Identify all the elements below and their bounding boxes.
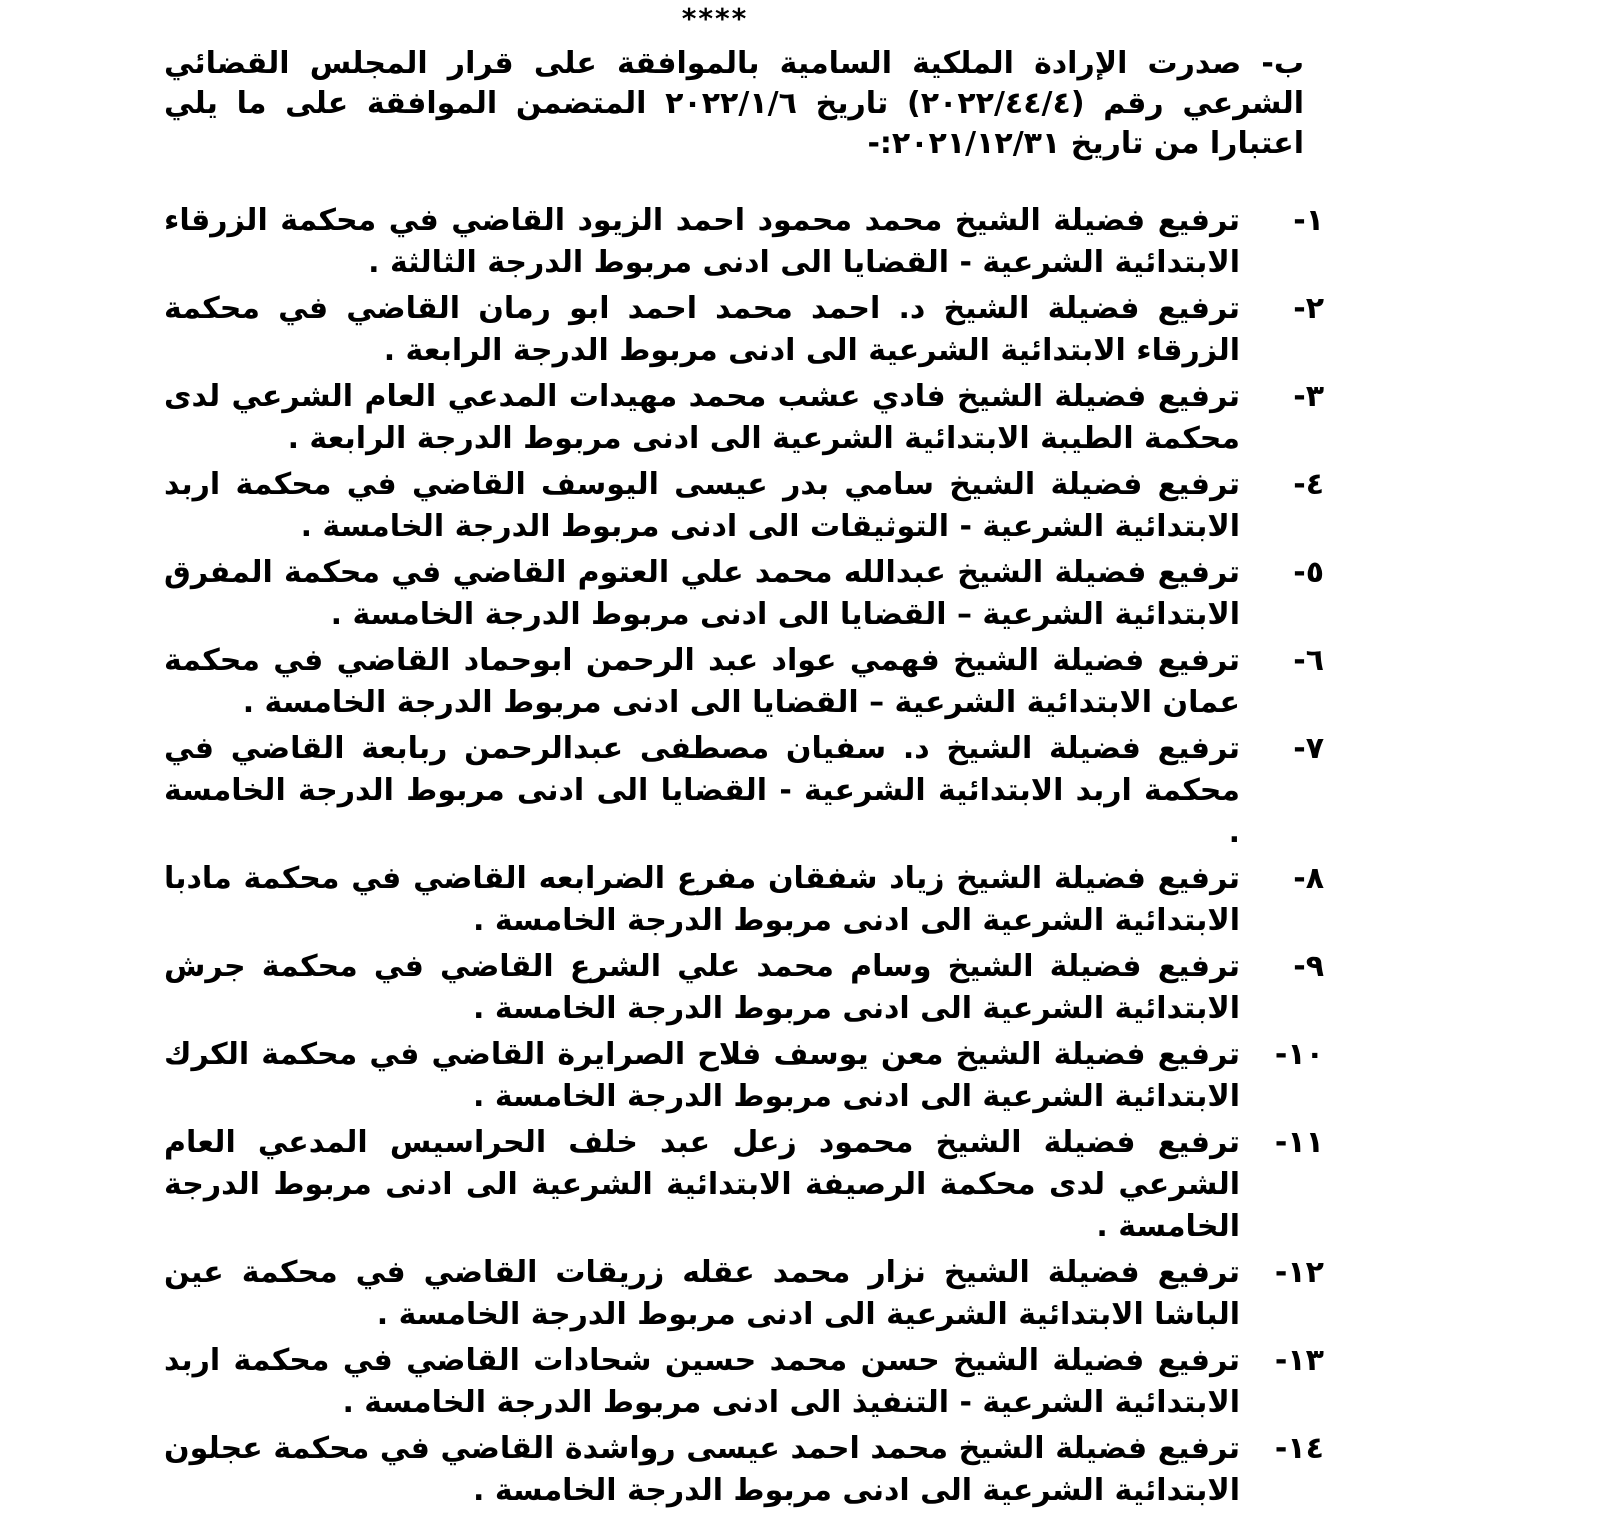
list-item [164,946,1324,1034]
item-number: ١٣- [1274,1343,1324,1378]
item-number: ١٤- [1274,1431,1324,1466]
list-item [164,1252,1324,1340]
list-item [164,640,1324,728]
promotion-list [164,200,1324,1516]
section-separator: **** [681,2,749,35]
item-text: ترفيع فضيلة الشيخ فادي عشب محمد مهيدات المدعي العام الشرعي لدى محكمة الطيبة الابتدائية الشرعية الى ادنى مربوط الدرجة الرابعة . [164,379,1240,456]
list-item [164,1034,1324,1122]
item-text: ترفيع فضيلة الشيخ د. احمد محمد احمد ابو رمان القاضي في محكمة الزرقاء الابتدائية الشرعية الى ادنى مربوط الدرجة الرابعة . [164,291,1240,368]
list-item [164,1122,1324,1252]
item-text: ترفيع فضيلة الشيخ وسام محمد علي الشرع القاضي في محكمة جرش الابتدائية الشرعية الى ادنى مربوط الدرجة الخامسة . [164,949,1240,1026]
intro-section-marker: ب- [1261,46,1304,81]
intro-paragraph [164,44,1304,164]
item-number: ٩- [1293,949,1324,984]
list-item [164,464,1324,552]
item-number: ١١- [1274,1125,1324,1160]
intro-text: صدرت الإرادة الملكية السامية بالموافقة على قرار المجلس القضائي الشرعي رقم (٢٠٢٢/٤٤/٤) تاريخ ٢٠٢٢/١/٦ المتضمن الموافقة على ما يلي اعتبارا من تاريخ ٢٠٢١/١٢/٣١:- [164,46,1304,161]
item-text: ترفيع فضيلة الشيخ محمد محمود احمد الزيود القاضي في محكمة الزرقاء الابتدائية الشرعية - القضايا الى ادنى مربوط الدرجة الثالثة . [164,203,1240,280]
item-number: ٢- [1293,291,1324,326]
item-text: ترفيع فضيلة الشيخ محمد احمد عيسى رواشدة القاضي في محكمة عجلون الابتدائية الشرعية الى ادنى مربوط الدرجة الخامسة . [164,1431,1240,1508]
item-text: ترفيع فضيلة الشيخ سامي بدر عيسى اليوسف القاضي في محكمة اربد الابتدائية الشرعية - التوثيقات الى ادنى مربوط الدرجة الخامسة . [164,467,1240,544]
item-number: ٤- [1293,467,1324,502]
list-item [164,288,1324,376]
item-text: ترفيع فضيلة الشيخ د. سفيان مصطفى عبدالرحمن ربابعة القاضي في محكمة اربد الابتدائية الشرعية - القضايا الى ادنى مربوط الدرجة الخامسة . [164,731,1240,850]
item-number: ٣- [1293,379,1324,414]
list-item [164,858,1324,946]
list-item [164,1428,1324,1516]
list-item [164,728,1324,858]
item-text: ترفيع فضيلة الشيخ زياد شفقان مفرع الضرابعه القاضي في محكمة مادبا الابتدائية الشرعية الى ادنى مربوط الدرجة الخامسة . [164,861,1240,938]
list-item [164,200,1324,288]
list-item [164,376,1324,464]
item-text: ترفيع فضيلة الشيخ نزار محمد عقله زريقات القاضي في محكمة عين الباشا الابتدائية الشرعية الى ادنى مربوط الدرجة الخامسة . [164,1255,1240,1332]
list-item [164,552,1324,640]
item-number: ٦- [1293,643,1324,678]
item-number: ٨- [1293,861,1324,896]
item-number: ١٠- [1274,1037,1324,1072]
item-number: ٧- [1293,731,1324,766]
item-text: ترفيع فضيلة الشيخ فهمي عواد عبد الرحمن ابوحماد القاضي في محكمة عمان الابتدائية الشرعية – القضايا الى ادنى مربوط الدرجة الخامسة . [164,643,1240,720]
item-number: ١٢- [1274,1255,1324,1290]
item-number: ٥- [1293,555,1324,590]
item-text: ترفيع فضيلة الشيخ عبدالله محمد علي العتوم القاضي في محكمة المفرق الابتدائية الشرعية – القضايا الى ادنى مربوط الدرجة الخامسة . [164,555,1240,632]
item-number: ١- [1293,203,1324,238]
item-text: ترفيع فضيلة الشيخ محمود زعل عبد خلف الحراسيس المدعي العام الشرعي لدى محكمة الرصيفة الابتدائية الشرعية الى ادنى مربوط الدرجة الخامسة . [164,1125,1240,1244]
item-text: ترفيع فضيلة الشيخ معن يوسف فلاح الصرايرة القاضي في محكمة الكرك الابتدائية الشرعية الى ادنى مربوط الدرجة الخامسة . [164,1037,1240,1114]
list-item [164,1340,1324,1428]
item-text: ترفيع فضيلة الشيخ حسن محمد حسين شحادات القاضي في محكمة اربد الابتدائية الشرعية - التنفيذ الى ادنى مربوط الدرجة الخامسة . [164,1343,1240,1420]
